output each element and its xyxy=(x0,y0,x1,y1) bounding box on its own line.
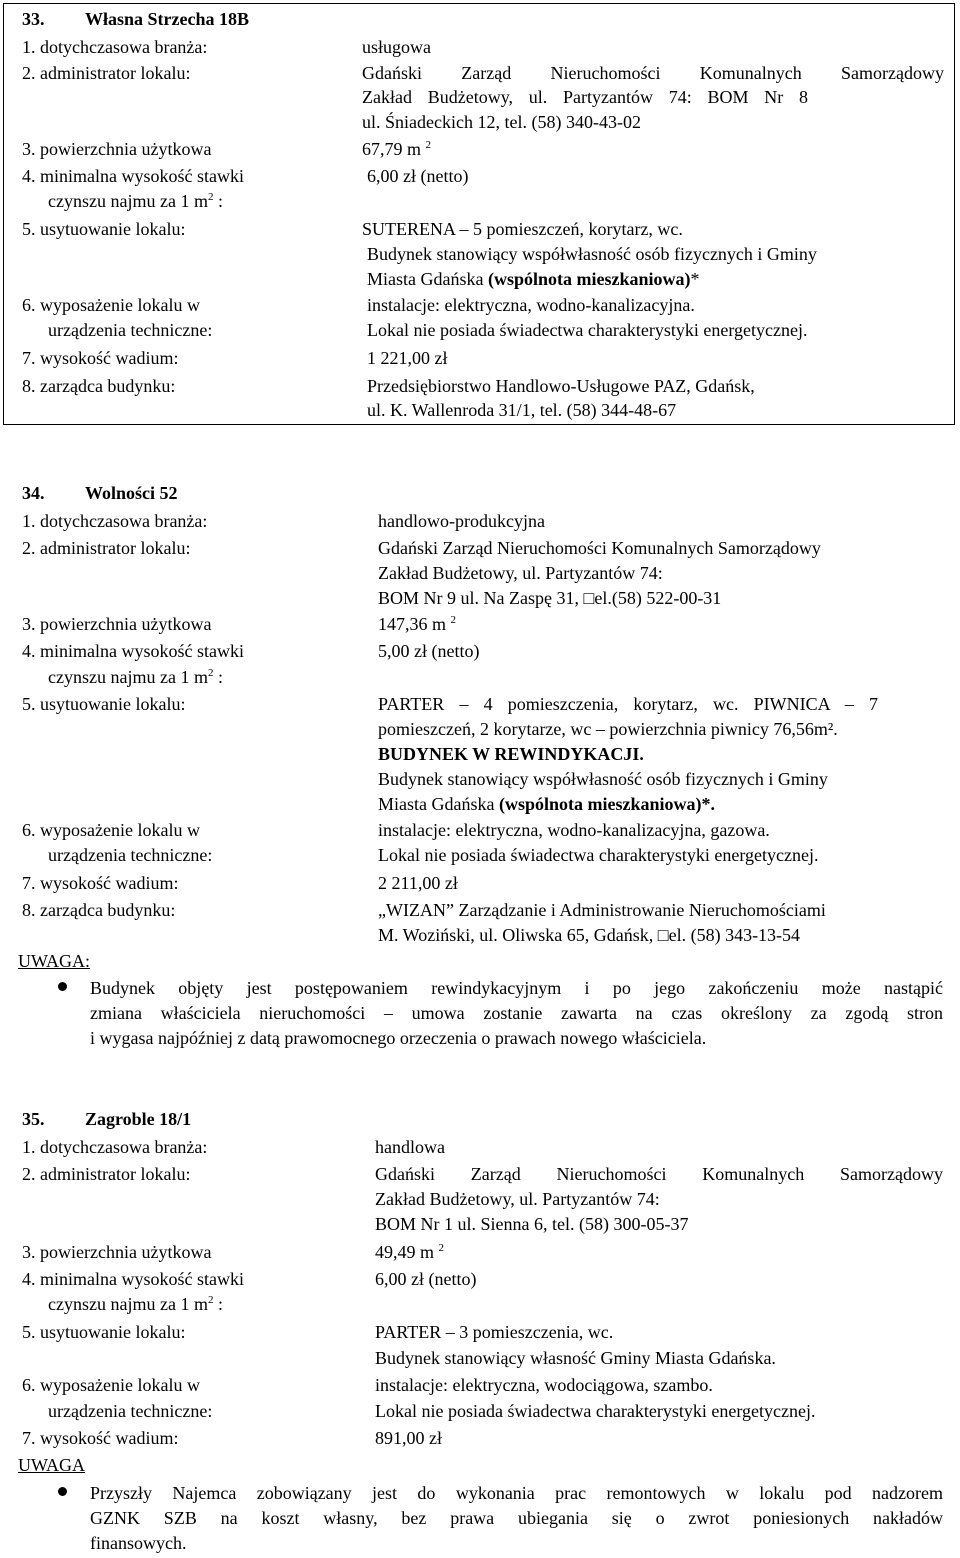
field-value-administrator: Gdański Zarząd Nieruchomości Komunalnych Samorządowy xyxy=(378,538,821,558)
field-value-location: Miasta Gdańska (wspólnota mieszkaniowa)* xyxy=(367,269,700,289)
bullet-icon xyxy=(58,982,67,991)
field-label-location: 5. usytuowanie lokalu: xyxy=(22,694,186,714)
field-label-deposit: 7. wysokość wadium: xyxy=(22,873,179,893)
field-label-equipment: urządzenia techniczne: xyxy=(48,320,213,340)
field-value-administrator: Gdański Zarząd Nieruchomości Komunalnych Samorządowy xyxy=(375,1164,943,1184)
field-value-branch: usługowa xyxy=(362,37,431,57)
field-label-rent: czynszu najmu za 1 $m^2$ : xyxy=(48,191,223,211)
field-value-manager: ul. K. Wallenroda 31/1, tel. (58) 344-48-67 xyxy=(367,400,677,420)
field-label-branch: 1. dotychczasowa branża: xyxy=(22,511,208,531)
note-heading: UWAGA: xyxy=(18,951,90,971)
field-value-manager: M. Woziński, ul. Oliwska 65, Gdańsk, □el. (58) 343-13-54 xyxy=(378,925,801,945)
property-title: Własna Strzecha 18B xyxy=(85,9,249,29)
field-label-deposit: 7. wysokość wadium: xyxy=(22,348,179,368)
field-label-administrator: 2. administrator lokalu: xyxy=(22,538,191,558)
field-label-manager: 8. zarządca budynku: xyxy=(22,376,176,396)
note-text: GZNK SZB na koszt własny, bez prawa ubiegania się o zwrot poniesionych nakładów xyxy=(90,1508,943,1528)
field-value-manager: „WIZAN” Zarządzanie i Administrowanie Nieruchomościami xyxy=(378,900,826,920)
field-value-branch: handlowo-produkcyjna xyxy=(378,511,545,531)
field-label-area: 3. powierzchnia użytkowa xyxy=(22,1242,212,1262)
field-value-administrator: Zakład Budżetowy, ul. Partyzantów 74: xyxy=(375,1189,660,1209)
note-text: Budynek objęty jest postępowaniem rewindykacyjnym i po jego zakończeniu może nastąpić xyxy=(90,978,943,998)
field-value-area: 49,49 m $^2$ xyxy=(375,1242,445,1262)
field-label-equipment: 6. wyposażenie lokalu w xyxy=(22,1375,200,1395)
property-number: 34. xyxy=(22,483,45,503)
field-label-rent: 4. minimalna wysokość stawki xyxy=(22,166,244,186)
field-value-location: PARTER – 4 pomieszczenia, korytarz, wc. PIWNICA – 7 xyxy=(378,694,878,714)
field-value-location: Budynek stanowiący współwłasność osób fizycznych i Gminy xyxy=(378,769,828,789)
field-label-area: 3. powierzchnia użytkowa xyxy=(22,614,212,634)
note-text: Przyszły Najemca zobowiązany jest do wykonania prac remontowych w lokalu pod nadzorem xyxy=(90,1483,943,1503)
field-value-manager: Przedsiębiorstwo Handlowo-Usługowe PAZ, Gdańsk, xyxy=(367,376,755,396)
bullet-icon xyxy=(58,1487,67,1496)
field-value-area: 147,36 m $^2$ xyxy=(378,614,457,634)
field-label-location: 5. usytuowanie lokalu: xyxy=(22,1322,186,1342)
field-value-deposit: 891,00 zł xyxy=(375,1428,442,1448)
field-label-equipment: urządzenia techniczne: xyxy=(48,1401,213,1421)
field-value-location: pomieszczeń, 2 korytarze, wc – powierzchnia piwnicy 76,56m². xyxy=(378,719,838,739)
field-label-administrator: 2. administrator lokalu: xyxy=(22,1164,191,1184)
field-value-administrator: Zakład Budżetowy, ul. Partyzantów 74: BOM Nr 8 xyxy=(362,87,808,107)
field-value-location: PARTER – 3 pomieszczenia, wc. xyxy=(375,1322,614,1342)
field-label-administrator: 2. administrator lokalu: xyxy=(22,63,191,83)
field-value-location: Budynek stanowiący współwłasność osób fizycznych i Gminy xyxy=(367,244,817,264)
field-label-manager: 8. zarządca budynku: xyxy=(22,900,176,920)
field-value-rent: 6,00 zł (netto) xyxy=(375,1269,477,1289)
field-value-administrator: Gdański Zarząd Nieruchomości Komunalnych Samorządowy xyxy=(362,63,944,83)
field-value-equipment: Lokal nie posiada świadectwa charakterystyki energetycznej. xyxy=(375,1401,816,1421)
field-label-equipment: 6. wyposażenie lokalu w xyxy=(22,295,200,315)
field-value-equipment: instalacje: elektryczna, wodno-kanalizacyjna. xyxy=(367,295,695,315)
property-title: Zagroble 18/1 xyxy=(85,1109,192,1129)
field-value-deposit: 2 211,00 zł xyxy=(378,873,458,893)
field-label-branch: 1. dotychczasowa branża: xyxy=(22,1137,208,1157)
field-label-rent: 4. minimalna wysokość stawki xyxy=(22,641,244,661)
field-value-administrator: BOM Nr 1 ul. Sienna 6, tel. (58) 300-05-37 xyxy=(375,1214,689,1234)
property-title: Wolności 52 xyxy=(85,483,178,503)
field-label-deposit: 7. wysokość wadium: xyxy=(22,1428,179,1448)
field-label-rent: czynszu najmu za 1 $m^2$ : xyxy=(48,1294,223,1314)
note-heading: UWAGA xyxy=(18,1455,85,1475)
field-value-equipment: instalacje: elektryczna, wodociągowa, szambo. xyxy=(375,1375,713,1395)
field-label-equipment: urządzenia techniczne: xyxy=(48,845,213,865)
field-value-equipment: instalacje: elektryczna, wodno-kanalizacyjna, gazowa. xyxy=(378,820,770,840)
field-label-area: 3. powierzchnia użytkowa xyxy=(22,139,212,159)
field-value-location: Budynek stanowiący własność Gminy Miasta Gdańska. xyxy=(375,1348,776,1368)
field-label-rent: 4. minimalna wysokość stawki xyxy=(22,1269,244,1289)
field-value-administrator: ul. Śniadeckich 12, tel. (58) 340-43-02 xyxy=(362,112,641,132)
field-label-rent: czynszu najmu za 1 $m^2$ : xyxy=(48,667,223,687)
field-value-location: Miasta Gdańska (wspólnota mieszkaniowa)*. xyxy=(378,794,715,814)
field-value-rent: 5,00 zł (netto) xyxy=(378,641,480,661)
field-value-branch: handlowa xyxy=(375,1137,445,1157)
property-number: 33. xyxy=(22,9,45,29)
field-value-administrator: BOM Nr 9 ul. Na Zaspę 31, □el.(58) 522-00-31 xyxy=(378,588,722,608)
field-value-rent: 6,00 zł (netto) xyxy=(367,166,469,186)
note-text: i wygasa najpóźniej z datą prawomocnego orzeczenia o prawach nowego właściciela. xyxy=(90,1028,707,1048)
field-label-location: 5. usytuowanie lokalu: xyxy=(22,219,186,239)
field-label-equipment: 6. wyposażenie lokalu w xyxy=(22,820,200,840)
note-text: finansowych. xyxy=(90,1533,187,1553)
note-text: zmiana właściciela nieruchomości – umowa zostanie zawarta na czas określony za zgodą stron xyxy=(90,1003,943,1023)
field-value-equipment: Lokal nie posiada świadectwa charakterystyki energetycznej. xyxy=(378,845,819,865)
field-label-branch: 1. dotychczasowa branża: xyxy=(22,37,208,57)
field-value-deposit: 1 221,00 zł xyxy=(367,348,448,368)
field-value-equipment: Lokal nie posiada świadectwa charakterystyki energetycznej. xyxy=(367,320,808,340)
property-number: 35. xyxy=(22,1109,45,1129)
field-value-administrator: Zakład Budżetowy, ul. Partyzantów 74: xyxy=(378,563,663,583)
field-value-location: BUDYNEK W REWINDYKACJI. xyxy=(378,744,644,764)
field-value-location: SUTERENA – 5 pomieszczeń, korytarz, wc. xyxy=(362,219,683,239)
field-value-area: 67,79 m $^2$ xyxy=(362,139,432,159)
